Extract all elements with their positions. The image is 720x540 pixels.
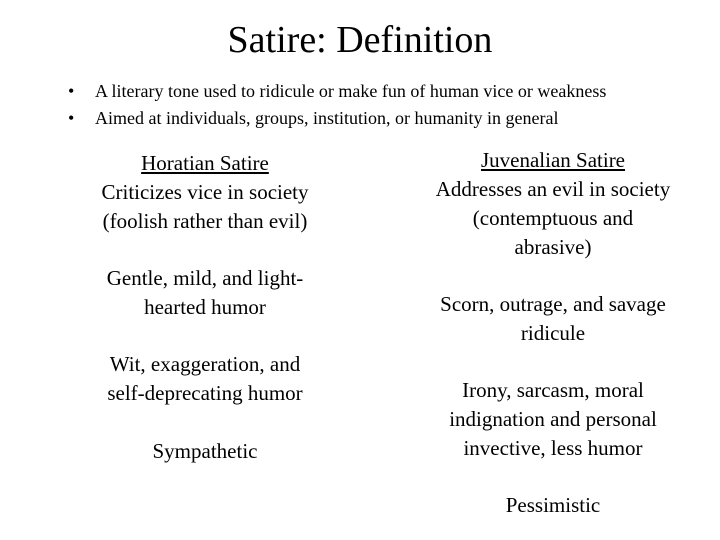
bullet-dot-icon: • bbox=[68, 108, 75, 128]
juvenalian-heading: Juvenalian Satire bbox=[480, 148, 626, 172]
juvenalian-attitude: Pessimistic bbox=[505, 493, 601, 517]
slide-title: Satire: Definition bbox=[227, 19, 493, 61]
horatian-techniques-line: Wit, exaggeration, and bbox=[109, 352, 301, 376]
juvenalian-definition-block bbox=[412, 146, 694, 262]
juvenalian-definition-line: (contemptuous and bbox=[472, 206, 634, 230]
juvenalian-attitude-block bbox=[412, 491, 694, 520]
bullet-item bbox=[68, 78, 606, 105]
horatian-attitude-block bbox=[70, 437, 340, 466]
horatian-definition-line: Criticizes vice in society bbox=[101, 180, 309, 204]
juvenalian-techniques-line: Irony, sarcasm, moral bbox=[462, 378, 644, 402]
bullet-text: A literary tone used to ridicule or make fun of human vice or weakness bbox=[95, 81, 607, 101]
juvenalian-techniques-line: indignation and personal bbox=[449, 407, 657, 431]
horatian-definition-line: (foolish rather than evil) bbox=[102, 209, 308, 233]
horatian-heading: Horatian Satire bbox=[141, 151, 269, 175]
bullet-dot-icon: • bbox=[68, 81, 75, 101]
horatian-attitude: Sympathetic bbox=[152, 439, 258, 463]
bullet-text: Aimed at individuals, groups, institution, or humanity in general bbox=[95, 108, 559, 128]
horatian-techniques-block bbox=[70, 350, 340, 408]
definition-bullet-list bbox=[68, 78, 606, 132]
horatian-humor-line: hearted humor bbox=[144, 295, 266, 319]
horatian-humor-line: Gentle, mild, and light- bbox=[106, 266, 304, 290]
juvenalian-definition-line: abrasive) bbox=[514, 235, 592, 259]
juvenalian-techniques-line: invective, less humor bbox=[463, 436, 643, 460]
horatian-definition-block bbox=[70, 149, 340, 236]
horatian-techniques-line: self-deprecating humor bbox=[107, 381, 303, 405]
juvenalian-humor-block bbox=[412, 290, 694, 348]
horatian-humor-block bbox=[70, 264, 340, 322]
juvenalian-humor-line: Scorn, outrage, and savage bbox=[440, 292, 666, 316]
juvenalian-humor-line: ridicule bbox=[520, 321, 586, 345]
bullet-item bbox=[68, 105, 606, 132]
juvenalian-techniques-block bbox=[412, 376, 694, 463]
juvenalian-definition-line: Addresses an evil in society bbox=[435, 177, 671, 201]
